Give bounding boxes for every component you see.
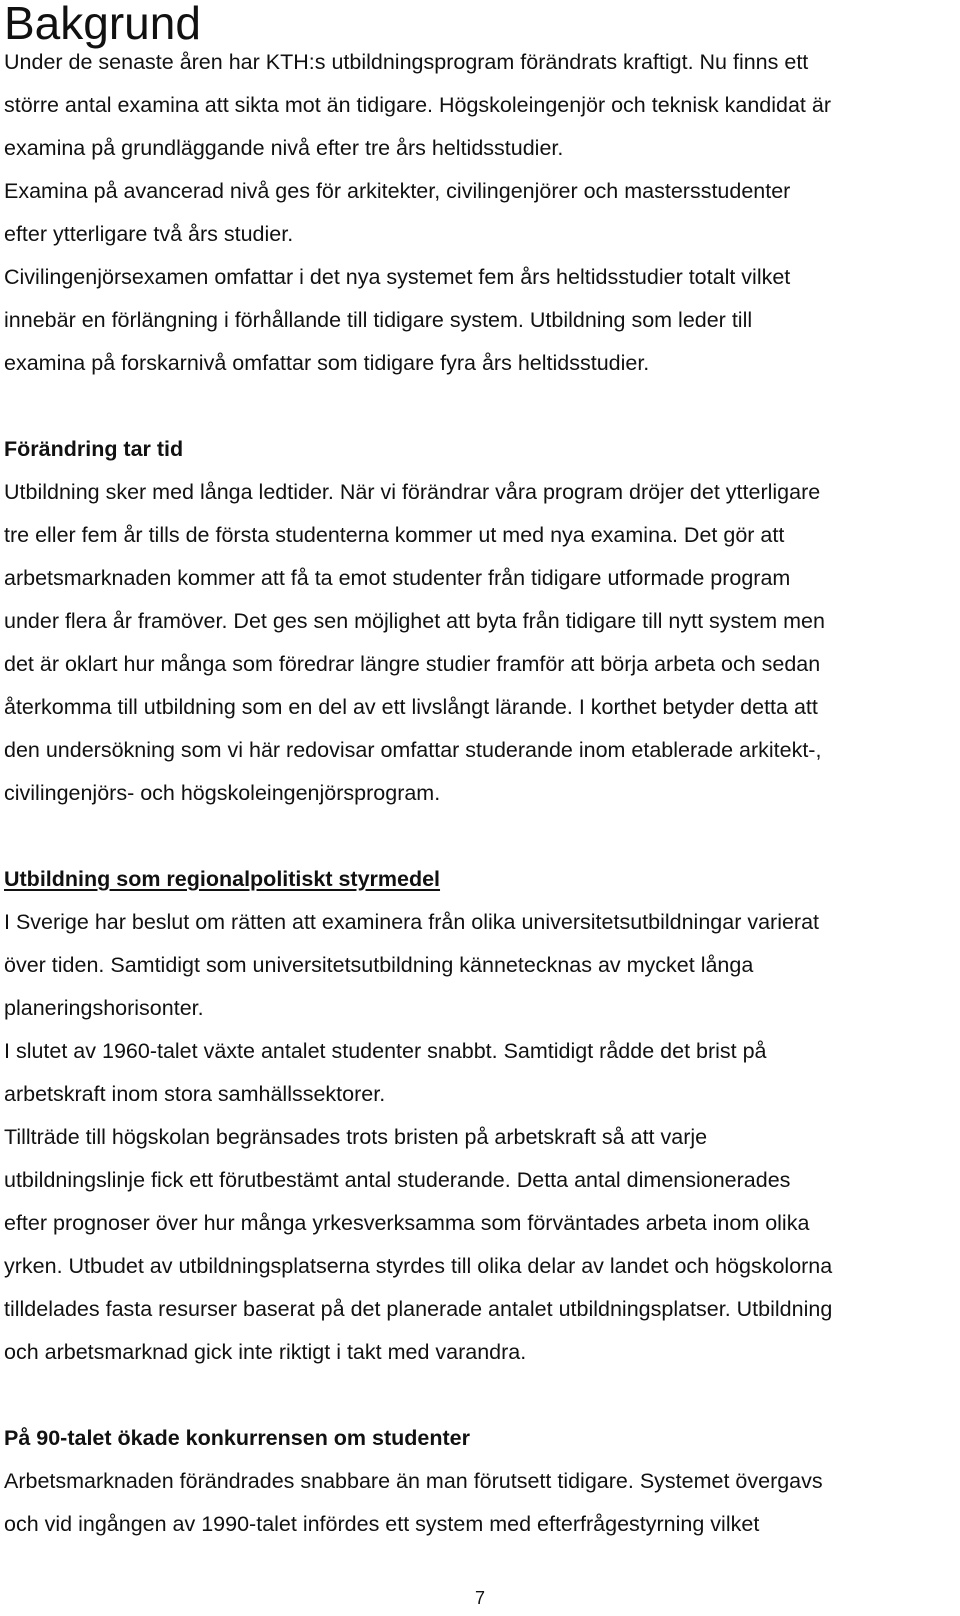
text-line: Utbildning sker med långa ledtider. När vi förändrar våra program dröjer det ytterligare: [4, 480, 821, 504]
text-line: Under de senaste åren har KTH:s utbildningsprogram förändrats kraftigt. Nu finns ett: [4, 50, 809, 74]
text-line: civilingenjörs- och högskoleingenjörsprogram.: [4, 781, 441, 805]
spacer: [4, 385, 954, 428]
section-regionalpolitik: [4, 858, 954, 1374]
text-line: I Sverige har beslut om rätten att examinera från olika universitetsutbildningar varierat: [4, 910, 820, 934]
text-line: Arbetsmarknaden förändrades snabbare än man förutsett tidigare. Systemet övergavs: [4, 1469, 823, 1493]
text-line: Examina på avancerad nivå ges för arkitekter, civilingenjörer och mastersstudenter: [4, 179, 791, 203]
section-90-talet: [4, 1417, 954, 1546]
text-line: under flera år framöver. Det ges sen möjlighet att byta från tidigare till nytt system men: [4, 609, 825, 633]
text-line: Civilingenjörsexamen omfattar i det nya systemet fem års heltidsstudier totalt vilket: [4, 265, 791, 289]
section-forandring: [4, 428, 954, 815]
text-line: och arbetsmarknad gick inte riktigt i takt med varandra.: [4, 1340, 527, 1364]
intro-paragraph: [4, 41, 954, 385]
text-line: I slutet av 1960-talet växte antalet studenter snabbt. Samtidigt rådde det brist på: [4, 1039, 767, 1063]
text-line: examina på forskarnivå omfattar som tidigare fyra års heltidsstudier.: [4, 351, 650, 375]
section-heading: Utbildning som regionalpolitiskt styrmedel: [4, 867, 441, 891]
text-line: det är oklart hur många som föredrar längre studier framför att börja arbeta och sedan: [4, 652, 821, 676]
spacer: [4, 815, 954, 858]
section-heading: På 90-talet ökade konkurrensen om studenter: [4, 1426, 470, 1450]
text-line: större antal examina att sikta mot än tidigare. Högskoleingenjör och teknisk kandidat är: [4, 93, 831, 117]
text-line: och vid ingången av 1990-talet infördes ett system med efterfrågestyrning vilket: [4, 1512, 760, 1536]
section-heading: Förändring tar tid: [4, 437, 184, 461]
page-number: 7: [474, 1588, 485, 1608]
text-line: planeringshorisonter.: [4, 996, 204, 1020]
text-line: tre eller fem år tills de första studenterna kommer ut med nya examina. Det gör att: [4, 523, 785, 547]
text-line: den undersökning som vi här redovisar omfattar studerande inom etablerade arkitekt-,: [4, 738, 822, 762]
text-line: efter ytterligare två års studier.: [4, 222, 294, 246]
text-line: Tillträde till högskolan begränsades trots bristen på arbetskraft så att varje: [4, 1125, 708, 1149]
spacer: [4, 1374, 954, 1417]
text-line: efter prognoser över hur många yrkesverksamma som förväntades arbeta inom olika: [4, 1211, 810, 1235]
text-line: tilldelades fasta resurser baserat på det planerade antalet utbildningsplatser. Utbildning: [4, 1297, 833, 1321]
text-line: över tiden. Samtidigt som universitetsutbildning kännetecknas av mycket långa: [4, 953, 754, 977]
page-content: [4, 0, 954, 1546]
text-line: återkomma till utbildning som en del av ett livslångt lärande. I korthet betyder detta att: [4, 695, 818, 719]
text-line: arbetsmarknaden kommer att få ta emot studenter från tidigare utformade program: [4, 566, 791, 590]
text-line: utbildningslinje fick ett förutbestämt antal studerande. Detta antal dimensionerades: [4, 1168, 791, 1192]
text-line: arbetskraft inom stora samhällssektorer.: [4, 1082, 386, 1106]
page-title: Bakgrund: [4, 0, 201, 49]
text-line: yrken. Utbudet av utbildningsplatserna styrdes till olika delar av landet och högskolorna: [4, 1254, 833, 1278]
text-line: examina på grundläggande nivå efter tre års heltidsstudier.: [4, 136, 564, 160]
text-line: innebär en förlängning i förhållande till tidigare system. Utbildning som leder till: [4, 308, 753, 332]
